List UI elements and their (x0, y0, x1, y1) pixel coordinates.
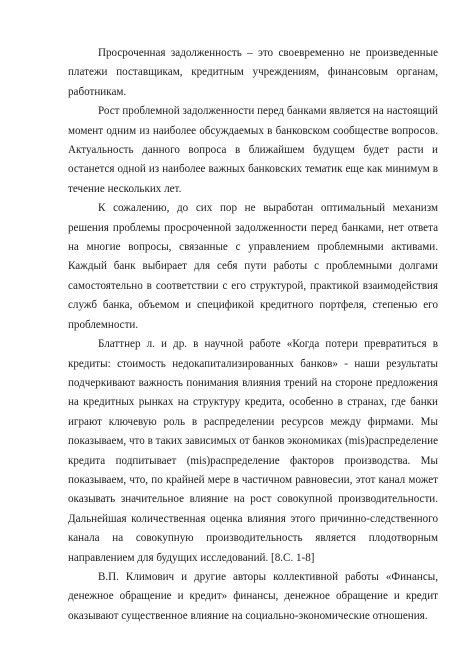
paragraph-blattner-study: Блаттнер л. и др. в научной работе «Когда потери превратиться в кредиты: стоимость недокапитализированных банков» - наши результаты подчеркивают важность понимания влияния трений на стороне предложения на кредитных рынках на структуру кредита, особенно в странах, где банки играют ключевую роль в распределении ресурсов между фирмами. Мы показываем, что в таких зависимых от банков экономиках (mis)распределение кредита подпитывает (mis)распределение факторов производства. Мы показываем, что, по крайней мере в частичном равновесии, этот канал может оказывать значительное влияние на рост совокупной производительности. Дальнейшая количественная оценка влияния этого причинно-следственного канала на совокупную производительность является плодотворным направлением для будущих исследований. [8.С. 1-8] (68, 338, 438, 564)
paragraph-problem-debt-growth: Рост проблемной задолженности перед банками является на настоящий момент одним из наиболее обсуждаемых в банковском сообществе вопросов. Актуальность данного вопроса в ближайшем будущем будет расти и останется одной из наиболее важных банковских тематик еще как минимум в течение нескольких лет. (68, 105, 438, 195)
paragraph-no-optimal-mechanism: К сожалению, до сих пор не выработан оптимальный механизм решения проблемы просроченной задолженности перед банками, нет ответа на многие вопросы, связанные с управлением проблемными активами. Каждый банк выбирает для себя пути работы с проблемными долгами самостоятельно в соответствии с его структурой, практикой взаимодействия служб банка, объемом и спецификой кредитного портфеля, степенью его проблемности. (68, 202, 438, 331)
paragraph-klimovich-work: В.П. Климович и другие авторы коллективной работы «Финансы, денежное обращение и кредит» финансы, денежное обращение и кредит оказывают существенное влияние на социально-экономические отношения. (68, 570, 438, 622)
paragraph-overdue-debt-definition: Просроченная задолженность – это своевременно не произведенные платежи поставщикам, кредитным учреждениям, финансовым органам, работникам. (68, 47, 438, 98)
